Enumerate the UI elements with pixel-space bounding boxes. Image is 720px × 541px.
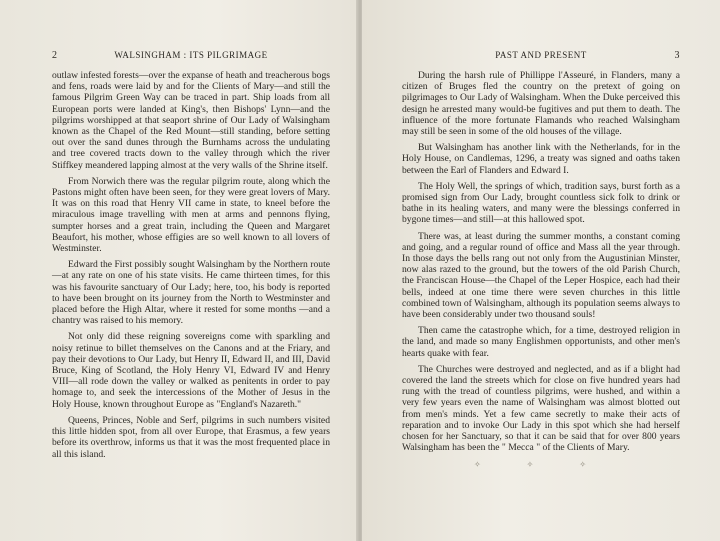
right-page-number: 3 bbox=[674, 50, 680, 61]
left-page-number: 2 bbox=[52, 50, 58, 61]
left-paragraph-2: From Norwich there was the regular pilgrim route, along which the Pastons might often have been seen, for they were great lovers of Mary. It was on this road that Henry VII came in state, to kneel before the miraculous image travelling with men at arms and pennons flying, sumpter horses and a great train, including the Queen and Margaret Beaufort, his mother, whose effigies are so well known to all lovers of Westminster. bbox=[52, 175, 330, 255]
right-page-header bbox=[402, 50, 680, 66]
left-paragraph-4: Not only did these reigning sovereigns come with sparkling and noisy retinue to billet themselves on the Canons and at the Friary, and pay their devotions to Our Lady, but Henry II, Edward II, and III, David Bruce, King of Scotland, the Holy Henry VI, Edward IV and Henry VIII—all rode down the valley or walked as penitents in order to pay homage to, and seek the intercessions of the Mother of Jesus in the Holy House, known throughout Europe as "England's Nazareth." bbox=[52, 331, 330, 410]
left-page-header bbox=[52, 50, 330, 66]
right-paragraph-2: But Walsingham has another link with the Netherlands, for in the Holy House, on Candlemas, 1296, a treaty was signed and oaths taken between the Earl of Flanders and Edward I. bbox=[402, 142, 680, 176]
left-page bbox=[0, 0, 358, 541]
right-paragraph-3: The Holy Well, the springs of which, tradition says, burst forth as a promised sign from Our Lady, brought countless sick folk to drink or bathe in its healing waters, and many were the blessings conferred in bygone times—and still—at this hallowed spot. bbox=[402, 180, 680, 226]
right-running-head: PAST AND PRESENT bbox=[495, 50, 587, 60]
ornament-stars: ✧ ✧ ✧ bbox=[473, 459, 609, 469]
left-paragraph-1: outlaw infested forests—over the expanse of heath and treacherous bogs and fens, roads were laid by and for the Clients of Mary—and still the famous Pilgrim Green Way can be traced in part. Ship loads from all European ports were landed at King's, then Bishops' Lynn—and the pilgrims worshipped at that seaport shrine of Our Lady of Walsingham known as the Chapel of the Red Mount—still standing, before setting out over the sand dunes through the Burnhams across the undulating and tree covered tracts down to the valley through which the river Stiffkey meandered lapping almost at the very walls of the Shrine itself. bbox=[52, 70, 330, 171]
right-paragraph-5: Then came the catastrophe which, for a time, destroyed religion in the land, and made so many Englishmen opportunists, and other men's hearts quake with fear. bbox=[402, 325, 680, 359]
left-running-head: WALSINGHAM : ITS PILGRIMAGE bbox=[114, 50, 268, 60]
right-page bbox=[362, 0, 720, 541]
left-paragraph-3: Edward the First possibly sought Walsingham by the Northern route—at any rate on one of his state visits. He came thirteen times, for this was his favourite sanctuary of Our Lady; here, too, his body is reported to have been brought on its journey from the North to Westminster and placed before the High Altar, where it rested for some months —and a chantry was raised to his memory. bbox=[52, 259, 330, 327]
left-paragraph-5: Queens, Princes, Noble and Serf, pilgrims in such numbers visited this little hidden spot, from all over Europe, that Erasmus, a few years before its overthrow, informs us that it was the most frequented place in all this island. bbox=[52, 414, 330, 460]
right-paragraph-1: During the harsh rule of Phillippe l'Asseuré, in Flanders, many a citizen of Bruges fled the country on the pretext of going on pilgrimages to Our Lady of Walsingham. When the Duke perceived this design he arrested many would-be fugitives and put them to death. The influence of the more fortunate Flamands who reached Walsingham may still be seen in some of the old houses of the village. bbox=[402, 70, 680, 138]
right-paragraph-6: The Churches were destroyed and neglected, and as if a blight had covered the land the streets which for close on five hundred years had rung with the tread of countless pilgrims, were hushed, and within a very few years even the name of Walsingham was almost blotted out from men's minds. Yet a few came secretly to make their acts of reparation and to invoke Our Lady in this spot which she had herself chosen for her Sanctuary, so that it can be said that for over 800 years Walsingham has been the " Mecca " of the Clients of Mary. bbox=[402, 363, 680, 454]
right-paragraph-4: There was, at least during the summer months, a constant coming and going, and a regular round of office and Mass all the year through. In those days the bells rang out not only from the Augustinian Minster, now alas razed to the ground, but the towers of the old Parish Church, the Franciscan House—the Chapel of the Leper Hospice, each had their bells, indeed at one time there were seven churches in this little combined town of Walsingham, although its population seems always to have been considerably under two thousand souls! bbox=[402, 230, 680, 321]
